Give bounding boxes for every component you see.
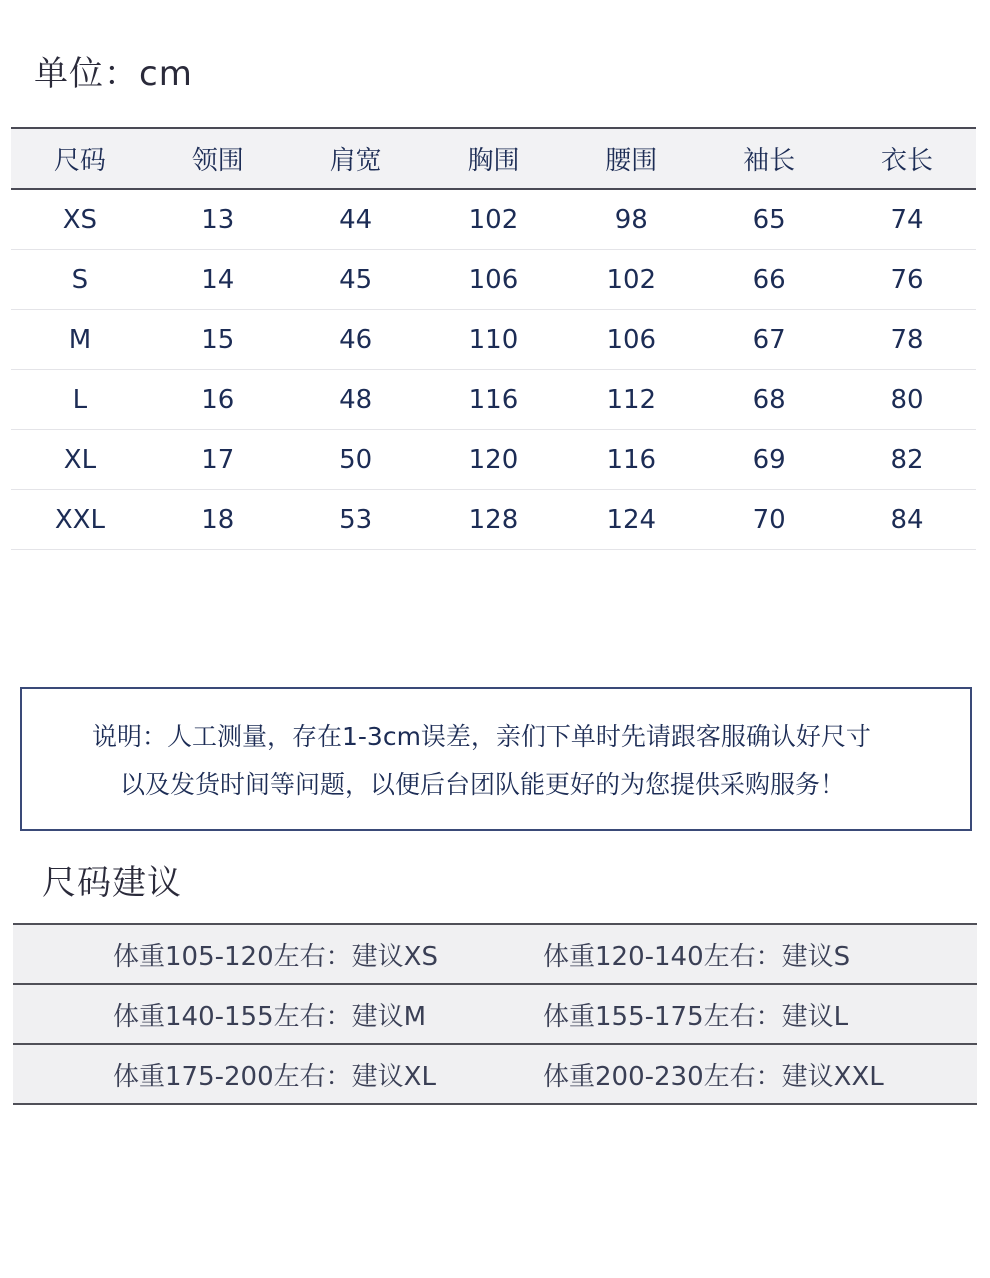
- advice-cell: 体重120-140左右：建议S: [495, 924, 977, 984]
- table-cell: 106: [562, 310, 700, 370]
- table-cell: 17: [149, 430, 287, 490]
- table-cell: 128: [425, 490, 563, 550]
- table-cell: L: [11, 370, 149, 430]
- table-row: [11, 189, 976, 250]
- table-cell: 16: [149, 370, 287, 430]
- size-advice-table: [13, 923, 977, 1105]
- notice-box: [20, 687, 972, 831]
- table-cell: 66: [700, 250, 838, 310]
- header-chest: 胸围: [425, 128, 563, 189]
- advice-cell: 体重175-200左右：建议XL: [13, 1044, 495, 1104]
- table-cell: 74: [838, 189, 976, 250]
- advice-cell: 体重155-175左右：建议L: [495, 984, 977, 1044]
- unit-label: 单位：cm: [34, 54, 193, 94]
- table-cell: 48: [287, 370, 425, 430]
- size-advice-title: 尺码建议: [42, 863, 182, 903]
- header-shoulder: 肩宽: [287, 128, 425, 189]
- table-row: [11, 430, 976, 490]
- table-cell: 68: [700, 370, 838, 430]
- table-cell: 76: [838, 250, 976, 310]
- table-cell: 102: [562, 250, 700, 310]
- table-cell: 69: [700, 430, 838, 490]
- table-cell: 67: [700, 310, 838, 370]
- table-cell: 102: [425, 189, 563, 250]
- table-cell: XXL: [11, 490, 149, 550]
- header-sleeve: 袖长: [700, 128, 838, 189]
- table-cell: 70: [700, 490, 838, 550]
- table-cell: 50: [287, 430, 425, 490]
- table-cell: 98: [562, 189, 700, 250]
- table-cell: 116: [425, 370, 563, 430]
- advice-row: [13, 924, 977, 984]
- size-chart-table: [11, 127, 976, 550]
- table-cell: 53: [287, 490, 425, 550]
- size-chart-header-row: [11, 128, 976, 189]
- table-cell: 116: [562, 430, 700, 490]
- table-cell: 13: [149, 189, 287, 250]
- advice-cell: 体重140-155左右：建议M: [13, 984, 495, 1044]
- header-waist: 腰围: [562, 128, 700, 189]
- header-size: 尺码: [11, 128, 149, 189]
- header-length: 衣长: [838, 128, 976, 189]
- table-cell: 45: [287, 250, 425, 310]
- table-cell: S: [11, 250, 149, 310]
- table-cell: 112: [562, 370, 700, 430]
- advice-cell: 体重200-230左右：建议XXL: [495, 1044, 977, 1104]
- table-row: [11, 490, 976, 550]
- table-cell: XL: [11, 430, 149, 490]
- table-cell: XS: [11, 189, 149, 250]
- table-row: [11, 310, 976, 370]
- advice-cell: 体重105-120左右：建议XS: [13, 924, 495, 984]
- notice-text-line-2: 以及发货时间等问题，以便后台团队能更好的为您提供采购服务！: [120, 770, 846, 799]
- table-row: [11, 250, 976, 310]
- table-cell: 14: [149, 250, 287, 310]
- table-cell: 120: [425, 430, 563, 490]
- table-cell: 110: [425, 310, 563, 370]
- table-cell: 78: [838, 310, 976, 370]
- table-cell: 82: [838, 430, 976, 490]
- table-cell: 46: [287, 310, 425, 370]
- header-collar: 领围: [149, 128, 287, 189]
- table-cell: 80: [838, 370, 976, 430]
- table-row: [11, 370, 976, 430]
- table-cell: 84: [838, 490, 976, 550]
- table-cell: 18: [149, 490, 287, 550]
- table-cell: 15: [149, 310, 287, 370]
- table-cell: 106: [425, 250, 563, 310]
- table-cell: 44: [287, 189, 425, 250]
- advice-row: [13, 984, 977, 1044]
- table-cell: M: [11, 310, 149, 370]
- table-cell: 65: [700, 189, 838, 250]
- notice-text-line-1: 说明：人工测量，存在1-3cm误差，亲们下单时先请跟客服确认好尺寸: [92, 722, 871, 751]
- advice-row: [13, 1044, 977, 1104]
- table-cell: 124: [562, 490, 700, 550]
